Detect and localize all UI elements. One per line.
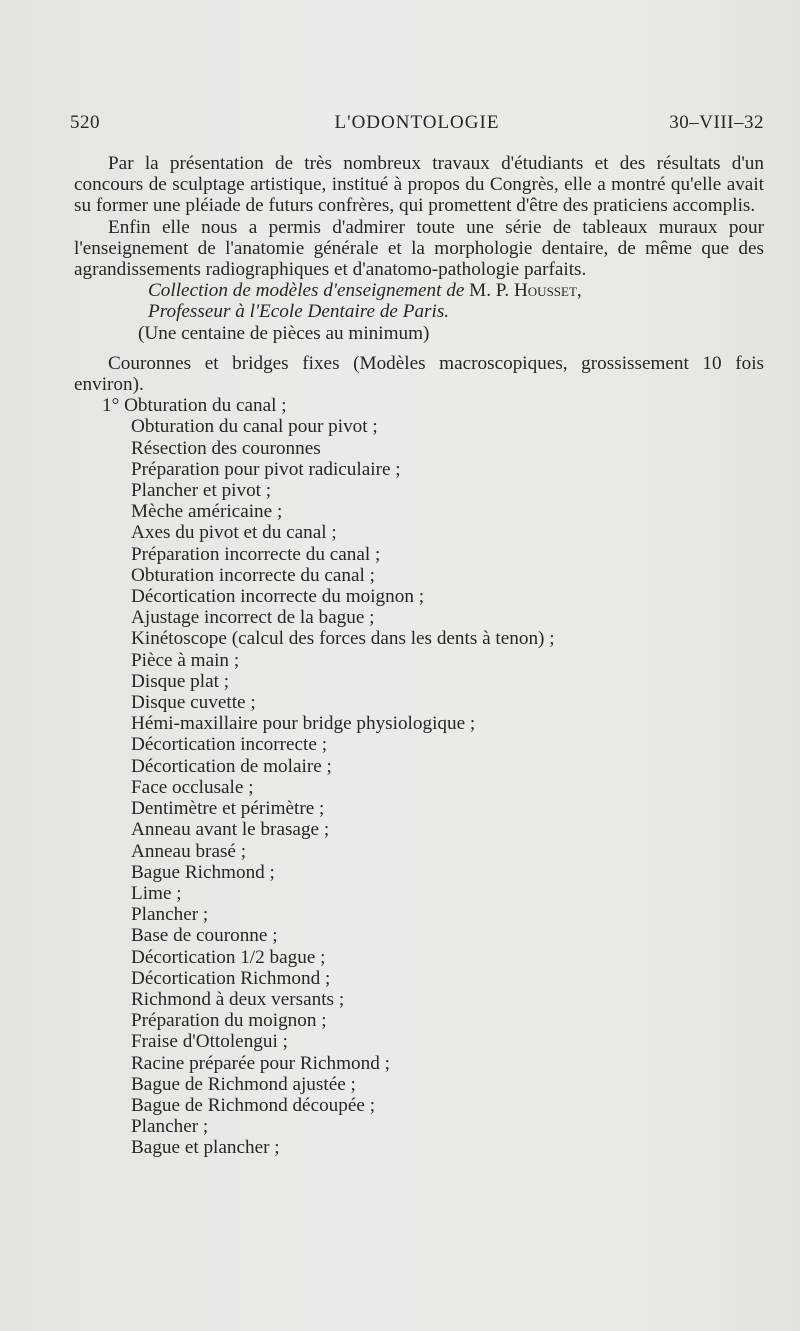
list-item: 1° Obturation du canal ; — [102, 395, 287, 417]
list-item: Base de couronne ; — [131, 925, 278, 947]
list-item: Résection des couronnes — [131, 437, 321, 459]
running-header — [70, 112, 764, 142]
list-item: Axes du pivot et du canal ; — [131, 522, 337, 544]
list-item: Décortication incorrecte ; — [131, 734, 328, 756]
list-item: Disque plat ; — [131, 670, 230, 692]
issue-date: 30–VIII–32 — [669, 112, 764, 133]
section-title-name-prefix: M. P. — [469, 280, 510, 302]
list-item: Décortication 1/2 bague ; — [131, 946, 326, 968]
list-item: Pièce à main ; — [131, 649, 240, 671]
list-item: Mèche américaine ; — [131, 501, 283, 523]
paragraph: Par la présentation de très nombreux travaux d'étudiants et des résultats d'un concours de sculptage artistique, institué à propos du Congrès, elle a montré qu'elle avait su former une pléiade de futurs confrères, qui promettent d'être des praticiens accomplis. — [74, 153, 764, 217]
list-item: Décortication Richmond ; — [131, 967, 331, 989]
list-item: Bague de Richmond découpée ; — [131, 1094, 376, 1116]
list-item: Hémi-maxillaire pour bridge physiologique ; — [131, 713, 476, 735]
section-title — [74, 280, 764, 301]
list-item: Bague de Richmond ajustée ; — [131, 1073, 356, 1095]
list-item: Anneau avant le brasage ; — [131, 819, 330, 841]
section-note: (Une centaine de pièces au minimum) — [138, 322, 430, 344]
list-item: Lime ; — [131, 882, 182, 904]
intro-paragraph: Couronnes et bridges fixes (Modèles macroscopiques, grossissement 10 fois environ). — [74, 352, 764, 396]
section-subtitle: Professeur à l'Ecole Dentaire de Paris. — [148, 301, 450, 323]
list-item: Décortication de molaire ; — [131, 755, 332, 777]
list-item: Fraise d'Ottolengui ; — [131, 1031, 288, 1053]
list-item: Ajustage incorrect de la bague ; — [131, 607, 375, 629]
list-item: Décortication incorrecte du moignon ; — [131, 586, 425, 608]
list-item: Préparation pour pivot radiculaire ; — [131, 458, 401, 480]
page-number: 520 — [70, 112, 100, 133]
list-item: Obturation du canal pour pivot ; — [131, 416, 378, 438]
list-item: Kinétoscope (calcul des forces dans les dents à tenon) ; — [131, 628, 555, 650]
list-item: Dentimètre et périmètre ; — [131, 798, 325, 820]
section-title-italic: Collection de modèles d'enseignement de — [148, 280, 465, 302]
model-list — [74, 395, 764, 1158]
list-item: Bague et plancher ; — [131, 1137, 280, 1159]
page-body — [74, 153, 764, 1159]
list-item: Richmond à deux versants ; — [131, 988, 345, 1010]
list-item: Bague Richmond ; — [131, 861, 275, 883]
list-item: Plancher ; — [131, 1116, 209, 1138]
list-item: Obturation incorrecte du canal ; — [131, 564, 376, 586]
journal-title: L'ODONTOLOGIE — [334, 112, 500, 133]
section-title-name: Housset, — [513, 280, 582, 302]
list-item: Plancher et pivot ; — [131, 480, 272, 502]
paragraph: Enfin elle nous a permis d'admirer toute une série de tableaux muraux pour l'enseignement de l'anatomie générale et la morphologie dentaire, de même que des agrandissements radiographiques et d'anatomo-pathologie parfaits. — [74, 216, 764, 281]
list-item: Plancher ; — [131, 904, 209, 926]
list-item: Préparation incorrecte du canal ; — [131, 543, 381, 565]
list-item: Disque cuvette ; — [131, 692, 256, 714]
list-item: Préparation du moignon ; — [131, 1010, 327, 1032]
list-item: Face occlusale ; — [131, 776, 254, 798]
list-item: Racine préparée pour Richmond ; — [131, 1052, 390, 1074]
list-item: Anneau brasé ; — [131, 840, 247, 862]
